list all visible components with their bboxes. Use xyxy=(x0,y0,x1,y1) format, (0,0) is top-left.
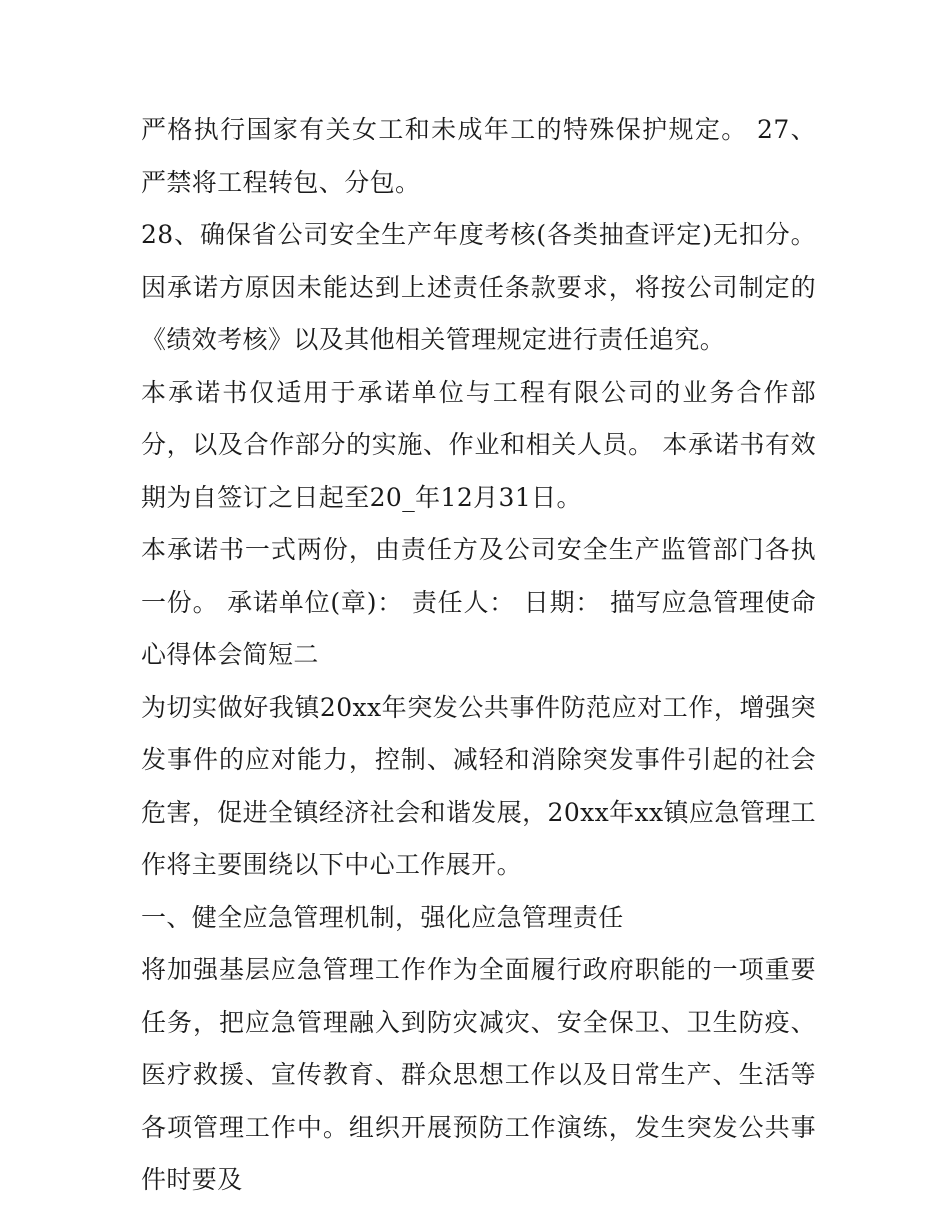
paragraph-4: 本承诺书一式两份，由责任方及公司安全生产监管部门各执一份。 承诺单位(章)： 责任人： 日期： 描写应急管理使命心得体会简短二 xyxy=(141,535,816,669)
document-body xyxy=(141,104,816,1207)
section-heading: 一、健全应急管理机制，强化应急管理责任 xyxy=(141,902,624,932)
paragraph-6: 将加强基层应急管理工作作为全面履行政府职能的一项重要任务，把应急管理融入到防灾减灾、安全保卫、卫生防疫、医疗救援、宣传教育、群众思想工作以及日常生产、生活等各项管理工作中。组织开展预防工作演练，发生突发公共事件时要及 xyxy=(141,955,816,1194)
paragraph-3: 本承诺书仅适用于承诺单位与工程有限公司的业务合作部分，以及合作部分的实施、作业和相关人员。 本承诺书有效期为自签订之日起至20_年12月31日。 xyxy=(141,377,816,512)
paragraph-2: 28、确保省公司安全生产年度考核(各类抽查评定)无扣分。 因承诺方原因未能达到上述责任条款要求，将按公司制定的《绩效考核》以及其他相关管理规定进行责任追究。 xyxy=(141,220,816,354)
paragraph-5: 为切实做好我镇20xx年突发公共事件防范应对工作，增强突发事件的应对能力，控制、减轻和消除突发事件引起的社会危害，促进全镇经济社会和谐发展，20xx年xx镇应急管理工作将主要围绕以下中心工作展开。 xyxy=(141,692,816,879)
paragraph-1: 严格执行国家有关女工和未成年工的特殊保护规定。 27、严禁将工程转包、分包。 xyxy=(141,115,816,197)
